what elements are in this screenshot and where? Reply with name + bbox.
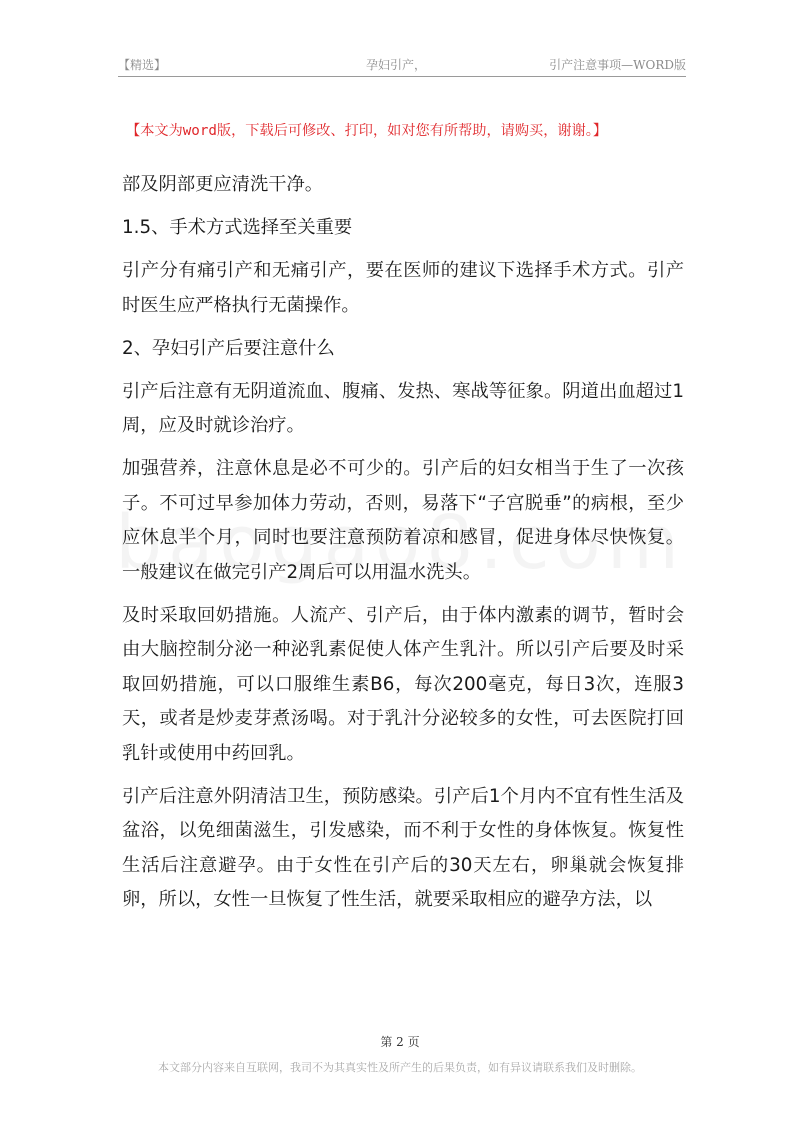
paragraph: 引产后注意外阴清洁卫生，预防感染。引产后1个月内不宜有性生活及盆浴，以免细菌滋生，引发感染，而不利于女性的身体恢复。恢复性生活后注意避孕。由于女性在引产后的30天左右，卵巢就会恢复排卵，所以，女性一旦恢复了性生活，就要采取相应的避孕方法，以 — [122, 785, 684, 910]
page-number: 第 2 页 — [380, 1035, 420, 1049]
header-divider — [118, 76, 686, 77]
paragraph: 引产后注意有无阴道流血、腹痛、发热、寒战等征象。阴道出血超过1周，应及时就诊治疗。 — [122, 380, 684, 436]
paragraph: 部及阴部更应清洗干净。 — [122, 174, 324, 195]
paragraph: 引产分有痛引产和无痛引产，要在医师的建议下选择手术方式。引产时医生应严格执行无菌操作。 — [122, 260, 684, 316]
paragraph: 及时采取回奶措施。人流产、引产后，由于体内激素的调节，暂时会由大脑控制分泌一种泌乳素促使人体产生乳汁。所以引产后要及时采取回奶措施，可以口服维生素B6，每次200毫克，每日3次，连服3天，或者是炒麦芽煮汤喝。对于乳汁分泌较多的女性，可去医院打回乳针或使用中药回乳。 — [122, 604, 684, 764]
header-left-label: 【精选】 — [118, 58, 167, 72]
section-heading: 2、孕妇引产后要注意什么 — [122, 337, 335, 359]
header-center-label: 孕妇引产， — [366, 58, 427, 72]
footer-disclaimer: 本文部分内容来自互联网，我司不为其真实性及所产生的后果负责，如有异议请联系我们及时删除。 — [158, 1061, 642, 1074]
paragraph: 加强营养，注意休息是必不可少的。引产后的妇女相当于生了一次孩子。不可过早参加体力劳动，否则，易落下“子宫脱垂”的病根，至少应休息半个月，同时也要注意预防着凉和感冒，促进身体尽快恢复。一般建议在做完引产2周后可以用温水洗头。 — [122, 458, 684, 583]
page-header — [118, 56, 686, 76]
copyright-notice: 【本文为word版，下载后可修改、打印，如对您有所帮助，请购买，谢谢。】 — [126, 123, 608, 139]
document-body — [122, 168, 684, 926]
section-heading: 1.5、手术方式选择至关重要 — [122, 217, 353, 238]
header-right-label: 引产注意事项—WORD版 — [549, 58, 686, 72]
